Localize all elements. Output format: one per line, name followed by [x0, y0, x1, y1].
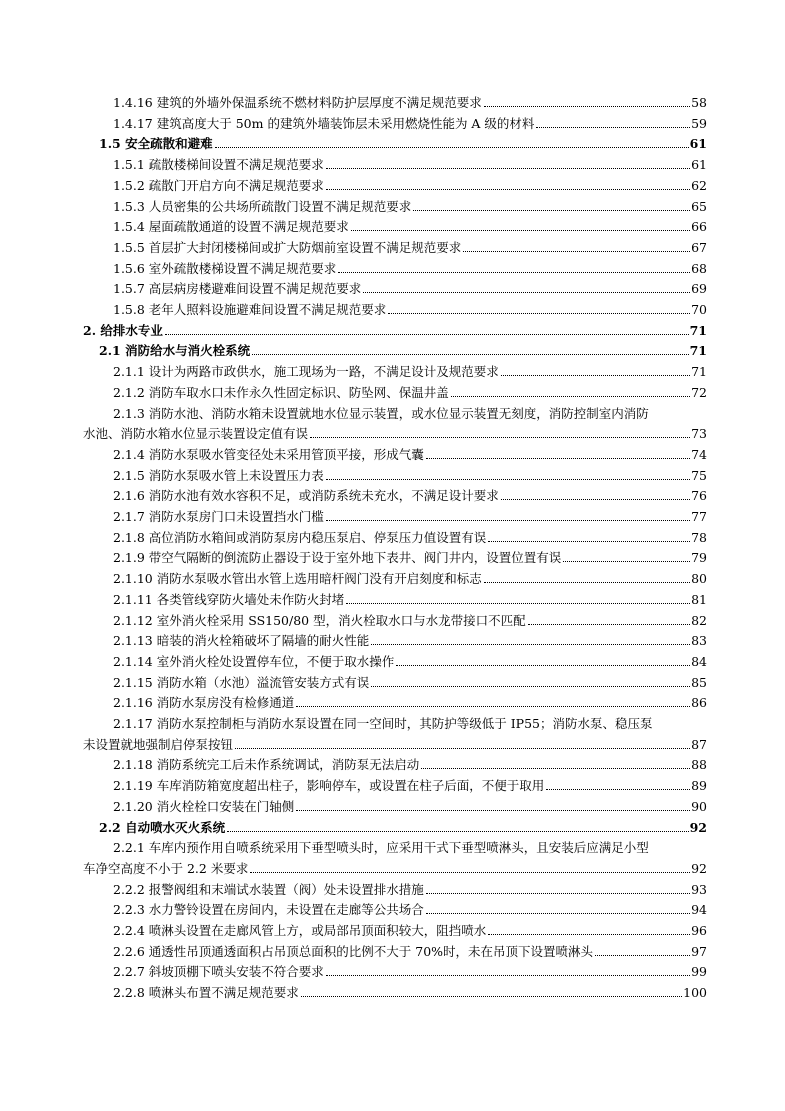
toc-entry-title: 喷淋头设置在走廊风管上方，或局部吊顶面积较大，阻挡喷水 — [148, 923, 487, 938]
toc-entry-page: 88 — [691, 757, 707, 773]
toc-entry-title: 消防给水与消火栓系统 — [125, 343, 251, 359]
toc-entry-text — [113, 383, 449, 401]
toc-entry-text — [113, 900, 424, 918]
toc-entry-title: 室外消火栓处设置停车位，不便于取水操作 — [156, 653, 395, 669]
dot-leader — [595, 955, 690, 956]
toc-entry-text — [113, 693, 294, 711]
toc-entry-title: 疏散门开启方向不满足规范要求 — [148, 177, 324, 193]
toc-entry-text — [113, 279, 361, 297]
toc-entry-title-continued: 车净空高度不小于 2.2 米要求 — [83, 860, 249, 876]
toc-entry-title: 消防水泵房门口未设置挡水门槛 — [148, 509, 324, 524]
toc-entry-number: 2.1.11 — [113, 591, 153, 607]
toc-entry-title-continued: 水池、消防水箱水位显示装置设定值有误 — [83, 426, 309, 442]
toc-entry-number: 1.5.4 — [113, 219, 145, 235]
toc-entry-number: 2.1.18 — [113, 757, 153, 773]
toc-entry-number: 2.1.8 — [113, 529, 145, 545]
toc-entry-page: 74 — [691, 446, 707, 462]
toc-entry-text — [113, 652, 394, 670]
toc-entry-title: 车库内预作用自喷系统采用下垂型喷头时，应采用干式下垂型喷淋头，且安装后应满足小型 — [148, 840, 649, 856]
dot-leader — [536, 127, 690, 128]
toc-entry-title: 带空气隔断的倒流防止器设于设于室外地下表井、阀门井内，设置位置有误 — [148, 550, 562, 566]
toc-entry-page: 75 — [691, 467, 707, 483]
toc-entry-page: 86 — [691, 695, 707, 711]
toc-entry-text — [99, 341, 250, 359]
toc-entry-number: 2.1.19 — [113, 778, 153, 794]
toc-entry-number: 1.4.16 — [113, 95, 153, 110]
toc-entry-page: 93 — [691, 881, 707, 897]
toc-entry-number: 1.5.5 — [113, 239, 145, 255]
toc-entry-text — [113, 838, 649, 856]
toc-entry-text — [113, 507, 324, 525]
toc-entry-text — [113, 445, 424, 463]
toc-entry-text — [113, 797, 294, 815]
toc-entry-page: 72 — [691, 384, 707, 400]
toc-entry-number: 2.2.6 — [113, 943, 145, 959]
toc-entry-title: 通透性吊顶通透面积占吊顶总面积的比例不大于 70%时，未在吊顶下设置喷淋头 — [148, 943, 594, 959]
toc-entry-number: 2.1.3 — [113, 405, 145, 421]
dot-leader — [326, 168, 690, 169]
dot-leader — [346, 603, 690, 604]
toc-entry-page: 85 — [691, 674, 707, 690]
toc-entry-title: 消防水泵房没有检修通道 — [156, 695, 295, 711]
dot-leader — [371, 644, 690, 645]
dot-leader — [426, 458, 690, 459]
toc-entry-number: 2.2.8 — [113, 985, 145, 1001]
toc-entry-title: 水力警铃设置在房间内，未设置在走廊等公共场合 — [148, 902, 424, 918]
toc-entry-title: 斜坡顶棚下喷头安装不符合要求 — [148, 964, 324, 980]
toc-entry-text — [113, 176, 324, 194]
toc-entry-title-continued: 未设置就地强制启停泵按钮 — [83, 736, 234, 752]
toc-entry-number: 2.1.6 — [113, 488, 145, 504]
toc-entry-number: 2.1.2 — [113, 384, 145, 400]
toc-entry-text — [113, 631, 369, 649]
toc-entry-page: 84 — [691, 653, 707, 669]
toc-entry-title: 自动喷水灭火系统 — [125, 819, 226, 835]
toc-entry-page: 61 — [689, 136, 707, 152]
toc-entry-text — [113, 714, 652, 732]
toc-entry-page: 100 — [683, 985, 707, 1001]
toc-entry-title: 消防车取水口未作永久性固定标识、防坠网、保温井盖 — [148, 384, 449, 400]
toc-entry-text — [113, 942, 593, 960]
dot-leader — [528, 624, 691, 625]
toc-entry-number: 2.2.3 — [113, 902, 145, 918]
toc-entry-text — [113, 466, 324, 484]
toc-entry-text — [113, 155, 324, 173]
toc-entry-title: 暗装的消火栓箱破坏了隔墙的耐火性能 — [156, 633, 370, 649]
toc-entry-text — [113, 404, 649, 422]
toc-entry-page: 92 — [689, 819, 707, 835]
toc-entry-title: 消防水泵吸水管变径处未采用管顶平接，形成气囊 — [148, 446, 424, 462]
toc-entry-text — [113, 197, 411, 215]
toc-entry-number: 1.5.7 — [113, 281, 145, 297]
toc-entry-text — [113, 217, 349, 235]
toc-entry-title: 各类管线穿防火墙处未作防火封堵 — [156, 591, 345, 607]
toc-entry-title: 给排水专业 — [100, 322, 163, 338]
dot-leader — [484, 582, 690, 583]
toc-entry-number: 2.1.7 — [113, 509, 145, 524]
toc-entry-title: 人员密集的公共场所疏散门设置不满足规范要求 — [148, 198, 412, 214]
toc-entry-number: 1.5.8 — [113, 302, 145, 317]
toc-entry-page: 65 — [691, 198, 707, 214]
toc-entry-text — [113, 611, 526, 629]
toc-entry-text — [113, 548, 561, 566]
toc-entry-page: 61 — [691, 157, 707, 173]
toc-entry-number: 1.5.2 — [113, 177, 145, 193]
dot-leader — [326, 479, 690, 480]
dot-leader — [388, 313, 690, 314]
toc-entry-page: 70 — [691, 302, 707, 317]
toc-entry-page: 73 — [691, 426, 707, 442]
dot-leader — [252, 354, 688, 355]
toc-entry-page: 62 — [691, 177, 707, 193]
toc-entry-title: 室外消火栓采用 SS150/80 型，消火栓取水口与水龙带接口不匹配 — [156, 612, 526, 628]
toc-entry-page: 97 — [691, 943, 707, 959]
toc-entry-title: 消防水泵吸水管上未设置压力表 — [148, 467, 324, 483]
toc-entry-text — [113, 486, 499, 504]
toc-entry-page: 67 — [691, 239, 707, 255]
toc-entry-text — [113, 673, 369, 691]
dot-leader — [484, 106, 690, 107]
toc-entry-title: 报警阀组和末端试水装置（阀）处未设置排水措施 — [148, 881, 424, 897]
toc-entry-number: 2.1.5 — [113, 467, 145, 483]
toc-entry-text — [113, 880, 424, 898]
dot-leader — [396, 665, 690, 666]
toc-entry-text — [99, 134, 213, 152]
toc-entry-text — [113, 259, 336, 277]
dot-leader — [488, 934, 690, 935]
toc-entry-number: 2.1.10 — [113, 571, 153, 587]
toc-entry-number: 1.5 — [99, 136, 121, 152]
dot-leader — [250, 872, 690, 873]
toc-entry-number: 2.2.2 — [113, 881, 145, 897]
dot-leader — [426, 913, 690, 914]
toc-entry-text — [113, 755, 419, 773]
dot-leader — [413, 210, 690, 211]
dot-leader — [546, 789, 690, 790]
toc-entry-text — [113, 983, 299, 1001]
toc-entry-page: 81 — [691, 591, 707, 607]
toc-entry-page: 90 — [691, 798, 707, 814]
toc-entry-text — [83, 424, 308, 442]
toc-entry-number: 2.1.4 — [113, 446, 145, 462]
toc-entry-number: 1.5.6 — [113, 260, 145, 276]
toc-entry-number: 1.5.1 — [113, 157, 145, 173]
toc-entry-page: 80 — [691, 571, 707, 587]
toc-entry-number: 2.1.9 — [113, 550, 145, 566]
toc-entry-page: 94 — [691, 902, 707, 918]
toc-entry-text — [99, 818, 225, 836]
toc-entry-title: 老年人照料设施避难间设置不满足规范要求 — [148, 302, 387, 317]
toc-entry-number: 2.1.17 — [113, 716, 153, 731]
dot-leader — [301, 996, 682, 997]
toc-entry-page: 79 — [691, 550, 707, 566]
toc-entry-text — [83, 735, 233, 753]
dot-leader — [463, 251, 690, 252]
dot-leader — [426, 893, 690, 894]
toc-entry-title: 消防水池、消防水箱未设置就地水位显示装置，或水位显示装置无刻度，消防控制室内消防 — [148, 405, 649, 421]
toc-entry-title: 安全疏散和避难 — [125, 136, 213, 152]
toc-entry-text — [83, 321, 163, 339]
toc-entry-page: 77 — [691, 509, 707, 524]
toc-entry-title: 设计为两路市政供水，施工现场为一路，不满足设计及规范要求 — [148, 364, 499, 380]
toc-entry-text — [113, 300, 386, 318]
toc-entry-title: 建筑的外墙外保温系统不燃材料防护层厚度不满足规范要求 — [156, 95, 482, 110]
dot-leader — [326, 520, 690, 521]
toc-entry-title: 疏散楼梯间设置不满足规范要求 — [148, 157, 324, 173]
toc-entry-title: 消防水泵吸水管出水管上选用暗杆阀门没有开启刻度和标志 — [156, 571, 482, 587]
toc-entry-page: 96 — [691, 923, 707, 938]
toc-entry-number: 2.1.12 — [113, 612, 153, 628]
dot-leader — [363, 292, 690, 293]
toc-entry-text — [113, 238, 461, 256]
toc-entry-title: 消防水池有效水容积不足，或消防系统未充水，不满足设计要求 — [148, 488, 499, 504]
toc-entry-title: 屋面疏散通道的设置不满足规范要求 — [148, 219, 349, 235]
toc-entry-number: 2.1.15 — [113, 674, 153, 690]
toc-entry-number: 2.2 — [99, 819, 121, 835]
toc-entry-page: 68 — [691, 260, 707, 276]
toc-entry-page: 71 — [689, 343, 707, 359]
dot-leader — [421, 768, 690, 769]
toc-entry-text — [113, 114, 534, 132]
dot-leader — [215, 147, 689, 148]
toc-entry-number: 2.1.13 — [113, 633, 153, 649]
toc-entry-title: 高位消防水箱间或消防泵房内稳压泵启、停泵压力值设置有误 — [148, 529, 487, 545]
toc-entry-page: 69 — [691, 281, 707, 297]
toc-entry-title: 建筑高度大于 50m 的建筑外墙装饰层未采用燃烧性能为 A 级的材料 — [156, 115, 535, 131]
toc-entry-title: 高层病房楼避难间设置不满足规范要求 — [148, 281, 362, 297]
toc-entry-page: 59 — [691, 115, 707, 131]
toc-entry-title: 消火栓栓口安装在门轴侧 — [156, 798, 295, 814]
dot-leader — [310, 437, 690, 438]
toc-entry-text — [113, 569, 482, 587]
toc-entry-title: 车库消防箱宽度超出柱子，影响停车，或设置在柱子后面，不便于取用 — [156, 778, 545, 794]
toc-entry-number: 2.1.14 — [113, 653, 153, 669]
toc-entry-number: 2.1.16 — [113, 695, 153, 711]
toc-entry-text — [113, 362, 499, 380]
dot-leader — [165, 334, 689, 335]
toc-entry-page: 92 — [691, 860, 707, 876]
toc-entry-text — [113, 921, 486, 939]
toc-entry-page: 71 — [691, 364, 707, 380]
dot-leader — [501, 499, 690, 500]
dot-leader — [296, 810, 690, 811]
toc-entry-title: 喷淋头布置不满足规范要求 — [148, 985, 299, 1001]
dot-leader — [371, 686, 690, 687]
toc-entry-page: 76 — [691, 488, 707, 504]
toc-entry-page: 78 — [691, 529, 707, 545]
toc-entry-title: 室外疏散楼梯设置不满足规范要求 — [148, 260, 337, 276]
toc-entry-text — [113, 528, 486, 546]
dot-leader — [326, 975, 690, 976]
dot-leader — [451, 396, 690, 397]
toc-entry-text — [113, 93, 482, 111]
toc-entry-title: 消防水泵控制柜与消防水泵设置在同一空间时，其防护等级低于 IP55；消防水泵、稳压泵 — [156, 716, 653, 731]
toc-entry-title: 首层扩大封闭楼梯间或扩大防烟前室设置不满足规范要求 — [148, 239, 462, 255]
toc-entry-text — [113, 776, 544, 794]
dot-leader — [227, 831, 688, 832]
toc-entry-page: 83 — [691, 633, 707, 649]
toc-entry-number: 1.5.3 — [113, 198, 145, 214]
toc-entry-page: 58 — [691, 95, 707, 110]
toc-entry-page: 66 — [691, 219, 707, 235]
toc-entry-number: 2.2.1 — [113, 840, 145, 856]
dot-leader — [351, 230, 690, 231]
toc-entry-page: 87 — [691, 736, 707, 752]
toc-entry-text — [83, 859, 248, 877]
toc-entry-number: 2.1.20 — [113, 798, 153, 814]
toc-entry-number: 1.4.17 — [113, 115, 153, 131]
toc-entry-number: 2.1.1 — [113, 364, 145, 380]
toc-entry-number: 2.2.4 — [113, 923, 145, 938]
toc-entry-page: 71 — [689, 322, 707, 338]
dot-leader — [563, 561, 690, 562]
toc-entry-page: 89 — [691, 778, 707, 794]
toc-entry-page: 82 — [691, 612, 707, 628]
toc-entry-text — [113, 590, 344, 608]
dot-leader — [338, 272, 690, 273]
toc-entry-text — [113, 962, 324, 980]
dot-leader — [235, 748, 690, 749]
dot-leader — [488, 541, 690, 542]
toc-entry-title: 消防水箱（水池）溢流管安装方式有误 — [156, 674, 370, 690]
toc-entry-number: 2.1 — [99, 343, 121, 359]
toc-entry-title: 消防系统完工后未作系统调试，消防泵无法启动 — [156, 757, 420, 773]
toc-entry-page: 99 — [691, 964, 707, 980]
dot-leader — [326, 189, 690, 190]
toc-entry-number: 2. — [83, 322, 97, 338]
toc-entry-number: 2.2.7 — [113, 964, 145, 980]
dot-leader — [501, 375, 690, 376]
dot-leader — [296, 706, 690, 707]
